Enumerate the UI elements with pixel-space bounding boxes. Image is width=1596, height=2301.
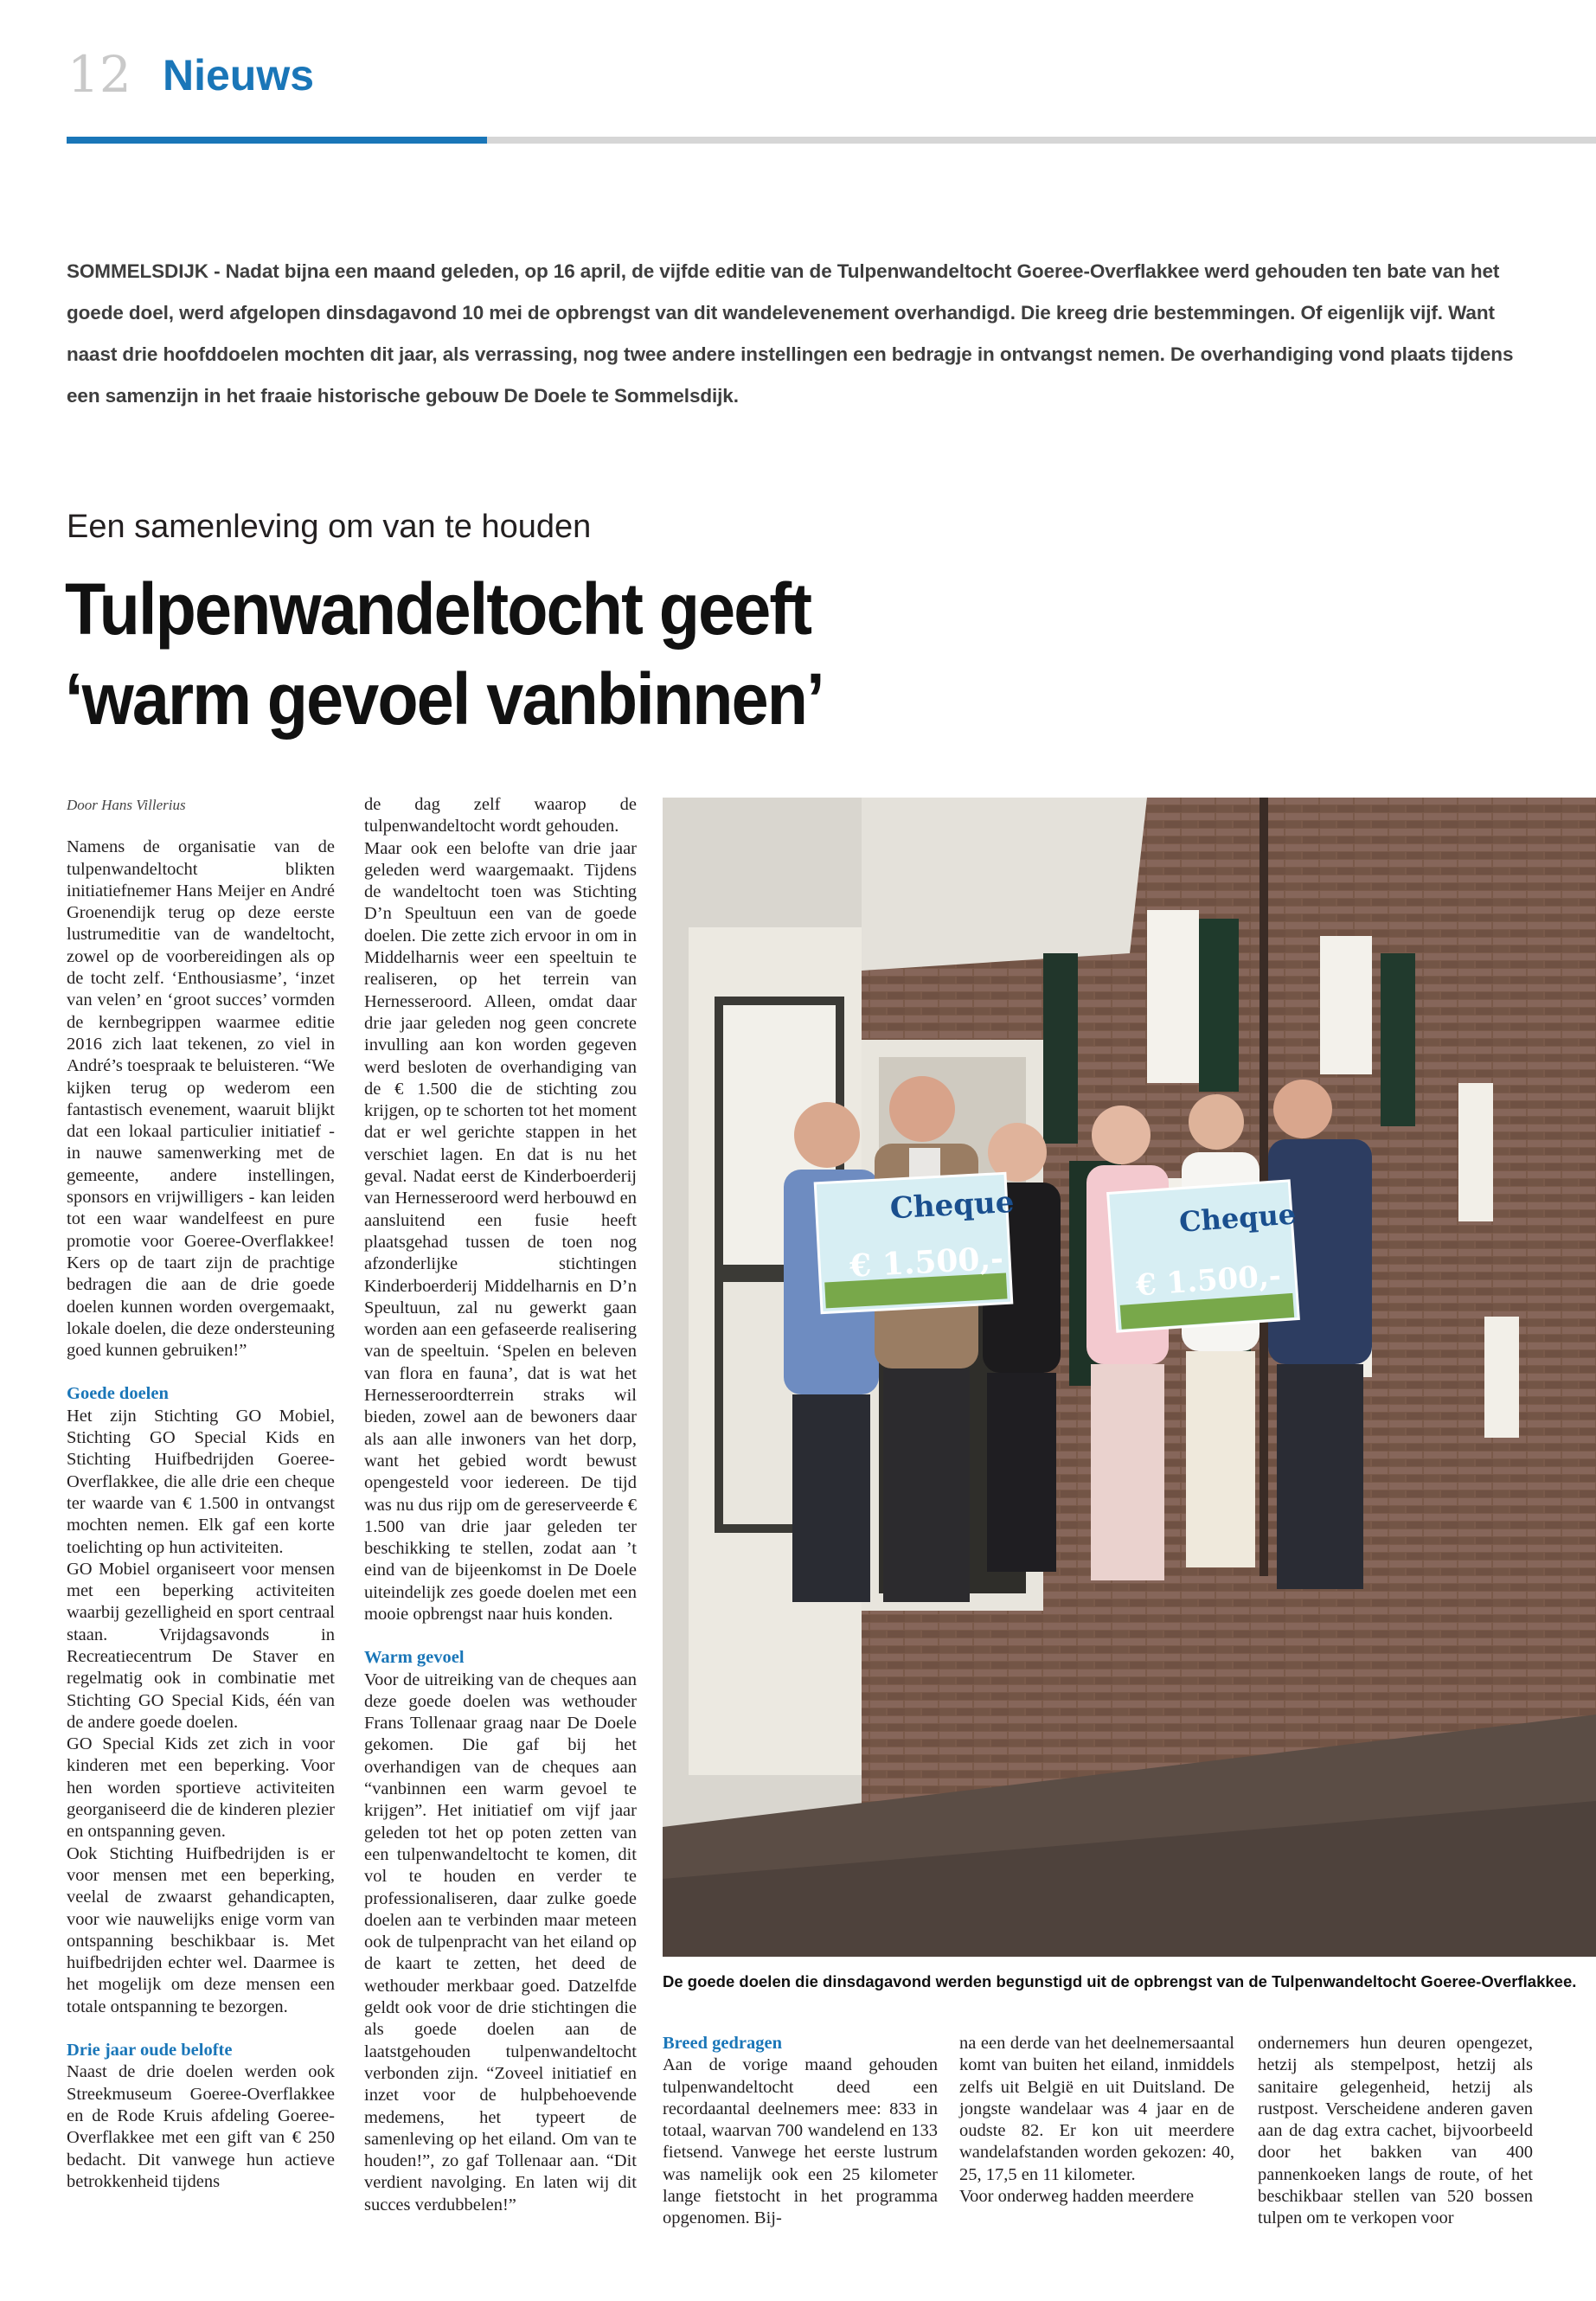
paragraph: Naast de drie doelen werden ook Streekmuseum Goeree-Overflakkee en de Rode Kruis afdeling Goeree-Overflakkee met een gift van € 250 bedacht. Dit vanwege hun actieve betrokkenheid tijdens <box>67 2062 335 2191</box>
article-column-3 <box>663 2033 938 2230</box>
paragraph: GO Mobiel organiseert voor mensen met een beperking activiteiten waarbij gezelligheid en sport centraal staan. Vrijdagsavonds in Recreatiecentrum De Staver en regelmatig ook in combinatie met Stichting GO Special Kids, één van de andere goede doelen. <box>67 1559 335 1732</box>
paragraph: Namens de organisatie van de tulpenwandeltocht blikten initiatiefnemer Hans Meijer en André Groenendijk terug op deze eerste lustrumeditie van de wandeltocht, zowel op de voorbereidingen als op de tocht zelf. ‘Enthousiasme’, ‘inzet van velen’ en ‘groot succes’ vormden de kernbegrippen waarmee editie 2016 zich laat tekenen, zo viel in André’s toespraak te beluisteren. “We kijken terug op wederom een fantastisch evenement, waaruit blijkt dat een lokaal particulier initiatief - in nauwe samenwerking met de gemeente, andere instellingen, sponsors en vrijwilligers - kan leiden tot een waar wandelfeest en pure promotie voor Goeree-Overflakkee! Kers op de taart zijn de prachtige bedragen die aan de drie goede doelen kunnen worden overgemaakt, lokale doelen, die deze ondersteuning goed kunnen gebruiken!” <box>67 837 335 1361</box>
paragraph: Voor onderweg hadden meerdere <box>959 2187 1195 2207</box>
article-column-5 <box>1258 2033 1533 2230</box>
cheque-title: Cheque <box>1177 1197 1298 1239</box>
byline: Door Hans Villerius <box>67 797 186 813</box>
cheque-right <box>1108 1181 1299 1331</box>
paragraph: de dag zelf waarop de tulpenwandeltocht wordt gehouden. <box>364 795 637 836</box>
header-rule <box>487 137 1596 144</box>
cheque-left <box>815 1173 1015 1312</box>
section-title: Nieuws <box>163 51 315 99</box>
paragraph: ondernemers hun deuren opengezet, hetzij als stempelpost, hetzij als sanitaire gelegenheid, hetzij als rustpost. Verscheidene anderen gaven aan de dag extra cachet, bijvoorbeeld door het bakken van 400 pannenkoeken langs de route, of het beschikbaar stellen van 520 bossen tulpen om te verkopen voor <box>1258 2034 1533 2228</box>
paragraph: Het zijn Stichting GO Mobiel, Stichting GO Special Kids en Stichting Huifbedrijden Goeree-Overflakkee, die alle drie een cheque ter waarde van € 1.500 in ontvangst mochten nemen. Elk gaf een korte toelichting op hun activiteiten. <box>67 1406 335 1557</box>
paragraph: Voor de uitreiking van de cheques aan deze goede doelen was wethouder Frans Tollenaar graag naar De Doele gekomen. Die gaf bij het overhandigen van de cheques aan “vanbinnen een warm gevoel te krijgen”. Het initiatief om vijf jaar geleden tot het op poten zetten van een tulpenwandeltocht te komen, dit vol te houden en verder te professionaliseren, daar zulke goede doelen aan te verbinden maar meteen ook de tulpenpracht van het eiland op de kaart te zetten, het deed de wethouder merkbaar goed. Datzelfde geldt ook voor de drie stichtingen die als goede doelen aan de laatstgehouden tulpenwandeltocht verbonden zijn. “Zoveel initiatief en inzet voor de hulpbehoevende medemens, het typeert de samenleving op het eiland. Om van te houden!”, zo gaf Tollenaar aan. “Dit verdient navolging. En laten wij dit succes verdubbelen!” <box>364 1670 637 2214</box>
subheading: Warm gevoel <box>364 1648 465 1668</box>
cheque-amount: € 1.500,- <box>1134 1258 1283 1304</box>
paragraph: na een derde van het deelnemersaantal komt van buiten het eiland, inmiddels zelfs uit België en uit Duitsland. De jongste wandelaar was 4 jaar en de oudste 82. Er kon uit meerdere wandelafstanden worden gekozen: 40, 25, 17,5 en 11 kilometer. <box>959 2034 1234 2184</box>
photo-illustration <box>663 798 1596 1957</box>
headline-line-1: Tulpenwandeltocht geeft <box>65 568 811 650</box>
cheque-title: Cheque <box>888 1184 1016 1227</box>
intro-paragraph: SOMMELSDIJK - Nadat bijna een maand geleden, op 16 april, de vijfde editie van de Tulpenwandeltocht Goeree-Overflakkee werd gehouden ten bate van het goede doel, werd afgelopen dinsdagavond 10 mei de opbrengst van dit wandelevenement overhandigd. Die kreeg drie bestemmingen. Of eigenlijk vijf. Want naast drie hoofddoelen mochten dit jaar, als verrassing, nog twee andere instellingen een bedragje in ontvangst nemen. De overhandiging vond plaats tijdens een samenzijn in het fraaie historische gebouw De Doele te Sommelsdijk. <box>67 260 1514 407</box>
page-number: 12 <box>67 45 131 104</box>
paragraph: GO Special Kids zet zich in voor kinderen met een beperking. Voor hen worden sportieve activiteiten georganiseerd die de kinderen plezier en ontspanning geven. <box>67 1734 335 1842</box>
headline <box>65 564 1179 744</box>
cheque-amount: € 1.500,- <box>849 1240 1004 1285</box>
headline-line-2: ‘warm gevoel vanbinnen’ <box>65 658 824 740</box>
paragraph: Ook Stichting Huifbedrijden is er voor mensen met een beperking, veelal de zwaarst gehandicapten, voor wie nauwelijks enige vorm van ontspanning beschikbaar is. Met huifbedrijden echter wel. Daarmee is het mogelijk om deze mensen een totale ontspanning te bezorgen. <box>67 1843 335 2016</box>
subheading: Goede doelen <box>67 1384 169 1404</box>
article-photo <box>663 798 1596 1957</box>
paragraph: Maar ook een belofte van drie jaar geleden werd waargemaakt. Tijdens de wandeltocht toen was Stichting D’n Speultuun een van de goede doelen. Die zette zich ervoor in om in Middelharnis weer een speeltuin te realiseren, op het terrein van Hernesseroord. Alleen, omdat daar drie jaar geleden nog geen concrete invulling aan kon worden gegeven werd besloten de overhandiging van de € 1.500 die de stichting zou krijgen, op te schorten tot het moment dat er wel gerichte stappen in het verschiet lagen. En dat is nu het geval. Nadat eerst de Kinderboerderij van Hernesseroord werd herbouwd en aansluitend een fusie heeft plaatsgehad tussen de toen nog afzonderlijke stichtingen Kinderboerderij Middelharnis en D’n Speultuun, zal nu gewerkt gaan worden aan een gefaseerde realisering van de speeltuin. ‘Spelen en beleven van flora en fauna’, dat is wat het Hernesseroordterrein straks wil bieden, zowel aan de bewoners daar als aan alle inwoners van het dorp, want het gebied wordt bewust opengesteld voor iedereen. De tijd was nu dus rijp om de gereserveerde € 1.500 van drie jaar geleden ter beschikking te stellen, zodat aan ’t eind van de bijeenkomst in De Doele uiteindelijk zes goede doelen met een mooie opbrengst naar huis konden. <box>364 838 637 1624</box>
photo-caption: De goede doelen die dinsdagavond werden begunstigd uit de opbrengst van de Tulpenwandeltocht Goeree-Overflakkee. <box>663 1972 1577 1990</box>
header-rule-accent <box>67 137 487 144</box>
article-column-1 <box>67 794 335 2193</box>
article-column-4 <box>959 2033 1234 2208</box>
kicker: Een samenleving om van te houden <box>67 509 592 545</box>
paragraph: Aan de vorige maand gehouden tulpenwandeltocht deed een recordaantal deelnemers mee: 833 in totaal, waarvan 700 wandelend en 133 fietsend. Vanwege het eerste lustrum was namelijk ook een 25 kilometer lange fietstocht in het programma opgenomen. Bij- <box>663 2055 938 2228</box>
subheading: Breed gedragen <box>663 2034 782 2053</box>
subheading: Drie jaar oude belofte <box>67 2041 233 2061</box>
article-column-2 <box>364 794 637 2216</box>
